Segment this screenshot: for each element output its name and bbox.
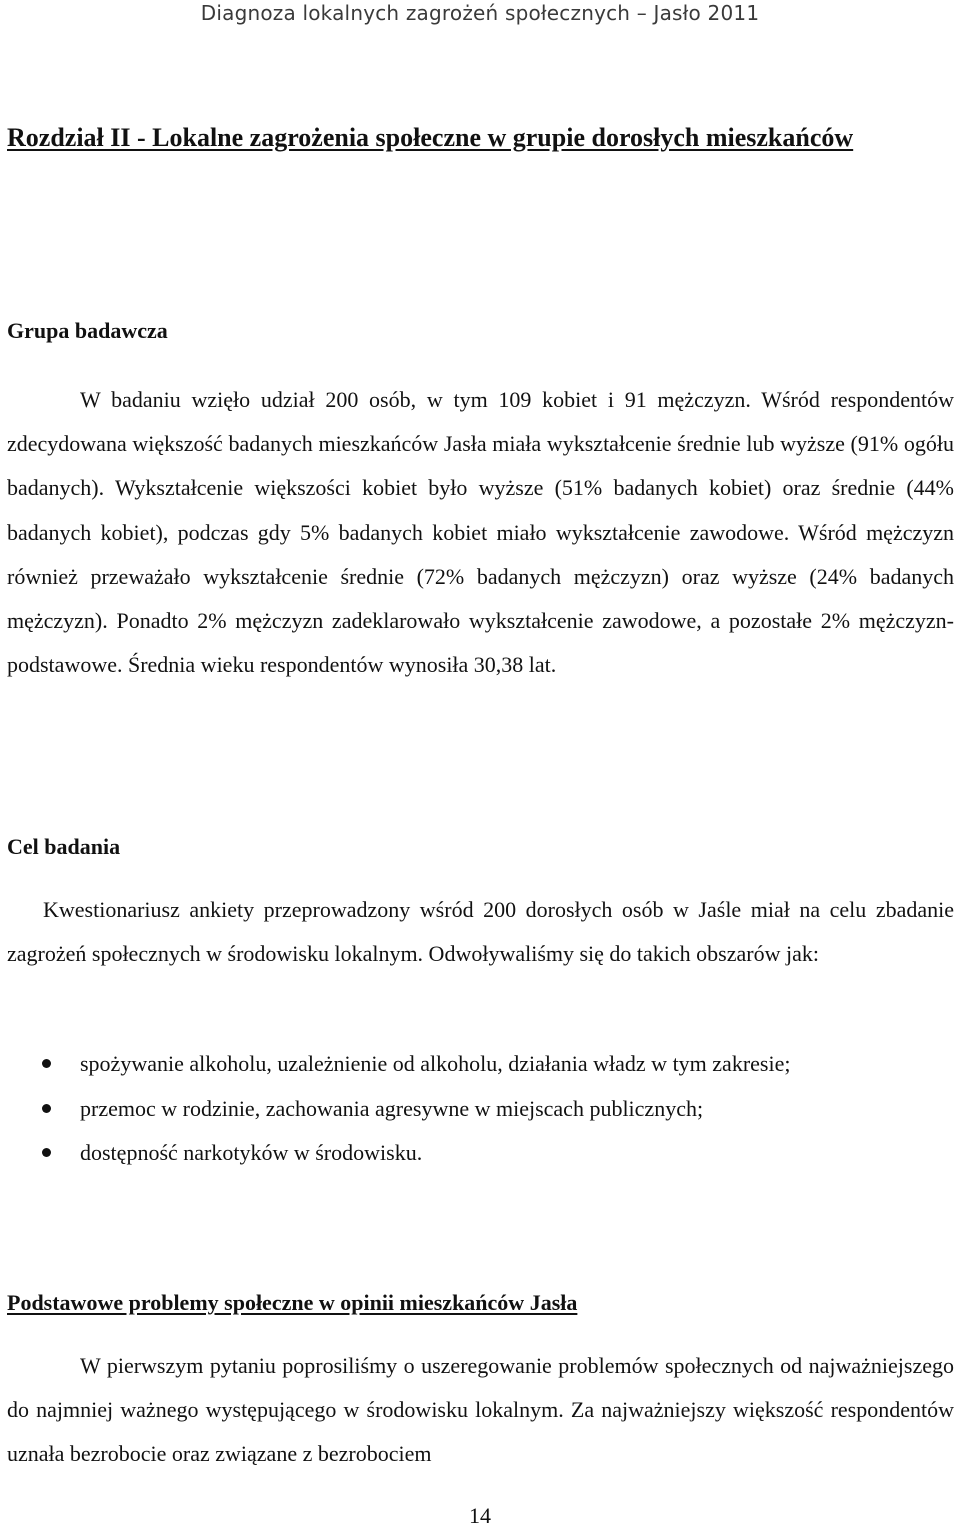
- running-header: Diagnoza lokalnych zagrożeń społecznych – Jasło 2011: [200, 1, 760, 25]
- list-item-text: dostępność narkotyków w środowisku.: [80, 1140, 423, 1165]
- section-heading-social-problems: Podstawowe problemy społeczne w opinii mieszkańców Jasła: [7, 1290, 578, 1315]
- section-heading-research-group: Grupa badawcza: [7, 318, 168, 343]
- list-item-text: spożywanie alkoholu, uzależnienie od alkoholu, działania władz w tym zakresie;: [80, 1051, 791, 1076]
- chapter-title-text: Rozdział II - Lokalne zagrożenia społeczne w grupie dorosłych mieszkańców: [7, 123, 854, 152]
- research-areas-list: [0, 1042, 960, 1176]
- list-item-text: przemoc w rodzinie, zachowania agresywne w miejscach publicznych;: [80, 1095, 704, 1121]
- section-heading-research-goal: Cel badania: [7, 834, 121, 859]
- bullet-icon: [42, 1059, 51, 1068]
- bullet-icon: [42, 1104, 51, 1113]
- list-item: [0, 1087, 960, 1132]
- chapter-title: [7, 112, 947, 164]
- paragraph-research-goal: Kwestionariusz ankiety przeprowadzony wśród 200 dorosłych osób w Jaśle miał na celu zbadanie zagrożeń społecznych w środowisku lokalnym. Odwoływaliśmy się do takich obszarów jak:: [7, 897, 954, 966]
- page-number: 14: [469, 1503, 491, 1528]
- list-item: [0, 1131, 960, 1176]
- bullet-icon: [42, 1148, 51, 1157]
- list-item: [0, 1042, 960, 1087]
- paragraph-social-problems: W pierwszym pytaniu poprosiliśmy o uszeregowanie problemów społecznych od najważniejszego do najmniej ważnego występującego w środowisku lokalnym. Za najważniejszy większość respondentów uznała bezrobocie oraz związane z bezrobociem: [7, 1353, 954, 1466]
- paragraph-research-group: W badaniu wzięło udział 200 osób, w tym 109 kobiet i 91 mężczyzn. Wśród respondentów zdecydowana większość badanych mieszkańców Jasła miała wykształcenie średnie lub wyższe (91% ogółu badanych). Wykształcenie większości kobiet było wyższe (51% badanych kobiet) oraz średnie (44% badanych kobiet), podczas gdy 5% badanych kobiet miało wykształcenie zawodowe. Wśród mężczyzn również przeważało wykształcenie średnie (72% badanych mężczyzn) oraz wyższe (24% badanych mężczyzn). Ponadto 2% mężczyzn zadeklarowało wykształcenie zawodowe, a pozostałe 2% mężczyzn- podstawowe. Średnia wieku respondentów wynosiła 30,38 lat.: [7, 387, 954, 678]
